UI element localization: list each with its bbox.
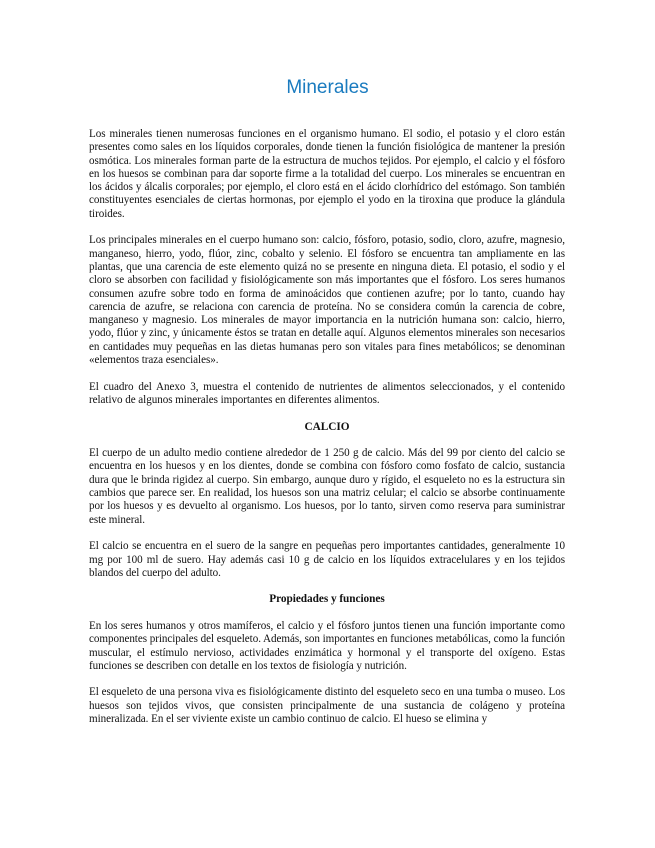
paragraph-calcium-serum: El calcio se encuentra en el suero de la sangre en pequeñas pero importantes cantidades, generalmente 10 mg por 100 ml de suero. Hay además casi 10 g de calcio en los líquidos extracelulares y en los tejidos blandos del cuerpo del adulto.: [89, 540, 565, 579]
paragraph-calcium-body: El cuerpo de un adulto medio contiene alrededor de 1 250 g de calcio. Más del 99 por ciento del calcio se encuentra en los huesos y en los dientes, donde se combina con fósforo como fosfato de calcio, sustancia dura que le brinda rigidez al cuerpo. Sin embargo, aunque duro y rígido, el esqueleto no es la estructura sin cambios que parece ser. En realidad, los huesos son una matriz celular; el calcio se absorbe continuamente por los huesos y es devuelto al organismo. Los huesos, por lo tanto, sirven como reserva para suministrar este mineral.: [89, 447, 565, 526]
page-title: Minerales: [286, 77, 369, 98]
section-heading-calcio: CALCIO: [304, 420, 350, 433]
paragraph-intro: Los minerales tienen numerosas funciones en el organismo humano. El sodio, el potasio y el cloro están presentes como sales en los líquidos corporales, donde tienen la función fisiológica de mantener la presión osmótica. Los minerales forman parte de la estructura de muchos tejidos. Por ejemplo, el calcio y el fósforo en los huesos se combinan para dar soporte firme a la totalidad del cuerpo. Los minerales se encuentran en los ácidos y álcalis corporales; por ejemplo, el cloro está en el ácido clorhídrico del estómago. Son también constituyentes esenciales de ciertas hormonas, por ejemplo el yodo en la tiroxina que produce la glándula tiroides.: [89, 128, 565, 220]
paragraph-functions: En los seres humanos y otros mamíferos, el calcio y el fósforo juntos tienen una función importante como componentes principales del esqueleto. Además, son importantes en funciones metabólicas, como la función muscular, el estímulo nervioso, actividades enzimática y hormonal y el transporte del oxígeno. Estas funciones se describen con detalle en los textos de fisiología y nutrición.: [89, 619, 565, 672]
paragraph-main-minerals: Los principales minerales en el cuerpo humano son: calcio, fósforo, potasio, sodio, cloro, azufre, magnesio, manganeso, hierro, yodo, flúor, zinc, cobalto y selenio. El fósforo se encuentra tan ampliamente en las plantas, que una carencia de este elemento quizá no se presente en ninguna dieta. El potasio, el sodio y el cloro se absorben con facilidad y fisiológicamente son más importantes que el fósforo. Los seres humanos consumen azufre sobre todo en forma de aminoácidos que contienen azufre; por lo tanto, cuando hay carencia de azufre, se relaciona con carencia de proteína. No se considera común la carencia de cobre, manganeso y magnesio. Los minerales de mayor importancia en la nutrición humana son: calcio, hierro, yodo, flúor y zinc, y únicamente éstos se tratan en detalle aquí. Algunos elementos minerales son necesarios en cantidades muy pequeñas en las dietas humanas pero son vitales para fines metabólicos; se denominan «elementos traza esenciales».: [89, 234, 565, 367]
document-body: [89, 128, 565, 740]
paragraph-skeleton: El esqueleto de una persona viva es fisiológicamente distinto del esqueleto seco en una tumba o museo. Los huesos son tejidos vivos, que consisten principalmente de una sustancia de colágeno y proteína mineralizada. En el ser viviente existe un cambio continuo de calcio. El hueso se elimina y: [89, 686, 565, 726]
subsection-heading-propiedades: Propiedades y funciones: [269, 593, 385, 606]
paragraph-annex-reference: El cuadro del Anexo 3, muestra el contenido de nutrientes de alimentos seleccionados, y el contenido relativo de algunos minerales importantes en diferentes alimentos.: [89, 380, 565, 406]
